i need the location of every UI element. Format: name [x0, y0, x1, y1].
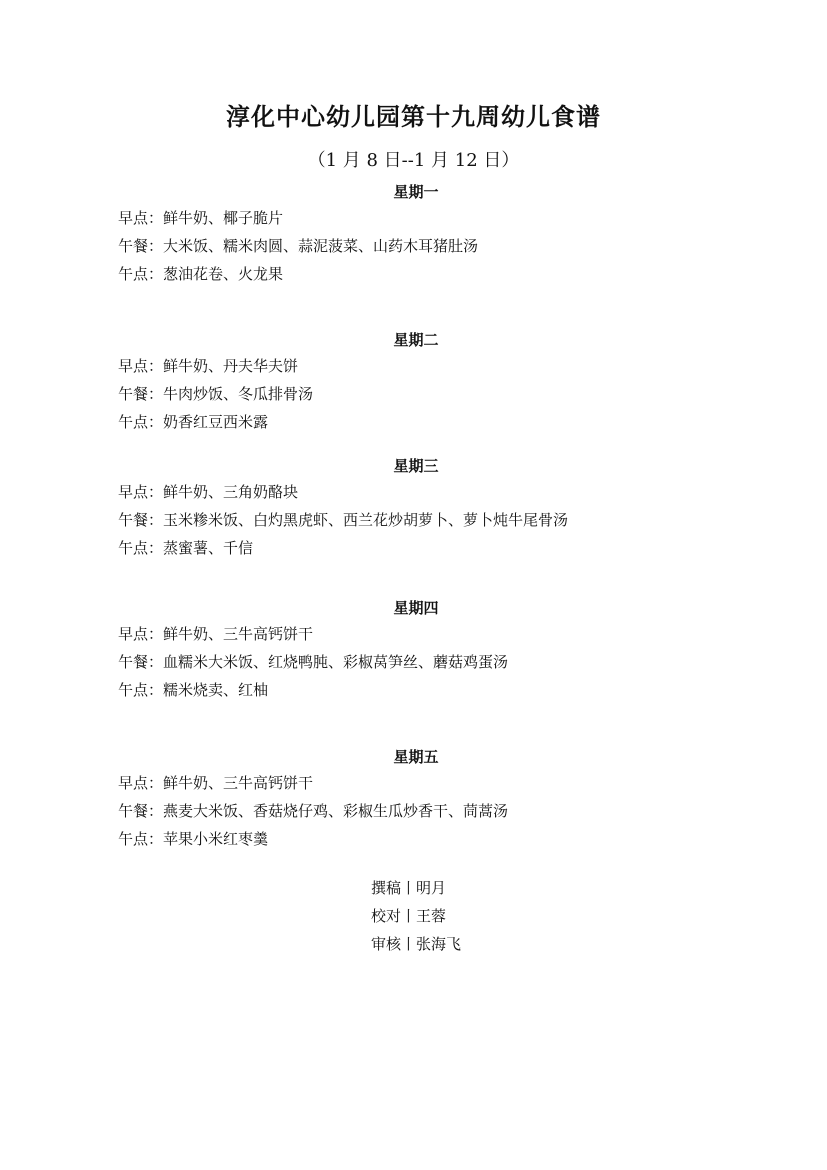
day-heading: 星期四 — [393, 599, 439, 617]
date-range: （1 月 8 日--1 月 12 日） — [307, 150, 520, 171]
meal-lunch: 午餐：大米饭、糯米肉圆、蒜泥菠菜、山药木耳猪肚汤 — [118, 237, 479, 255]
credit-writer: 撰稿丨明月 — [371, 879, 447, 897]
credits-block — [371, 878, 461, 962]
day-section-thursday — [118, 598, 718, 708]
meal-breakfast: 早点：鲜牛奶、丹夫华夫饼 — [118, 357, 299, 375]
day-section-monday — [118, 182, 718, 292]
day-heading: 星期一 — [393, 183, 439, 201]
meal-breakfast: 早点：鲜牛奶、三牛高钙饼干 — [118, 625, 314, 643]
meal-snack: 午点：蒸蜜薯、千信 — [118, 539, 254, 557]
meal-breakfast: 早点：鲜牛奶、三牛高钙饼干 — [118, 774, 314, 792]
day-heading: 星期二 — [393, 331, 439, 349]
meal-breakfast: 早点：鲜牛奶、三角奶酪块 — [118, 483, 299, 501]
day-heading: 星期五 — [393, 748, 439, 766]
meal-lunch: 午餐：玉米糁米饭、白灼黑虎虾、西兰花炒胡萝卜、萝卜炖牛尾骨汤 — [118, 511, 569, 529]
day-section-wednesday — [118, 456, 718, 566]
meal-lunch: 午餐：燕麦大米饭、香菇烧仔鸡、彩椒生瓜炒香干、茼蒿汤 — [118, 802, 509, 820]
meal-snack: 午点：葱油花卷、火龙果 — [118, 265, 284, 283]
meal-snack: 午点：糯米烧卖、红柚 — [118, 681, 269, 699]
credit-reviewer: 审核丨张海飞 — [371, 935, 462, 953]
day-section-tuesday — [118, 330, 718, 440]
day-heading: 星期三 — [393, 457, 439, 475]
meal-breakfast: 早点：鲜牛奶、椰子脆片 — [118, 209, 284, 227]
meal-lunch: 午餐：牛肉炒饭、冬瓜排骨汤 — [118, 385, 314, 403]
meal-snack: 午点：奶香红豆西米露 — [118, 413, 269, 431]
meal-snack: 午点：苹果小米红枣羹 — [118, 830, 269, 848]
meal-lunch: 午餐：血糯米大米饭、红烧鸭肫、彩椒莴笋丝、蘑菇鸡蛋汤 — [118, 653, 509, 671]
credit-proofreader: 校对丨王蓉 — [371, 907, 447, 925]
document-title: 淳化中心幼儿园第十九周幼儿食谱 — [226, 102, 601, 131]
day-section-friday — [118, 747, 718, 857]
